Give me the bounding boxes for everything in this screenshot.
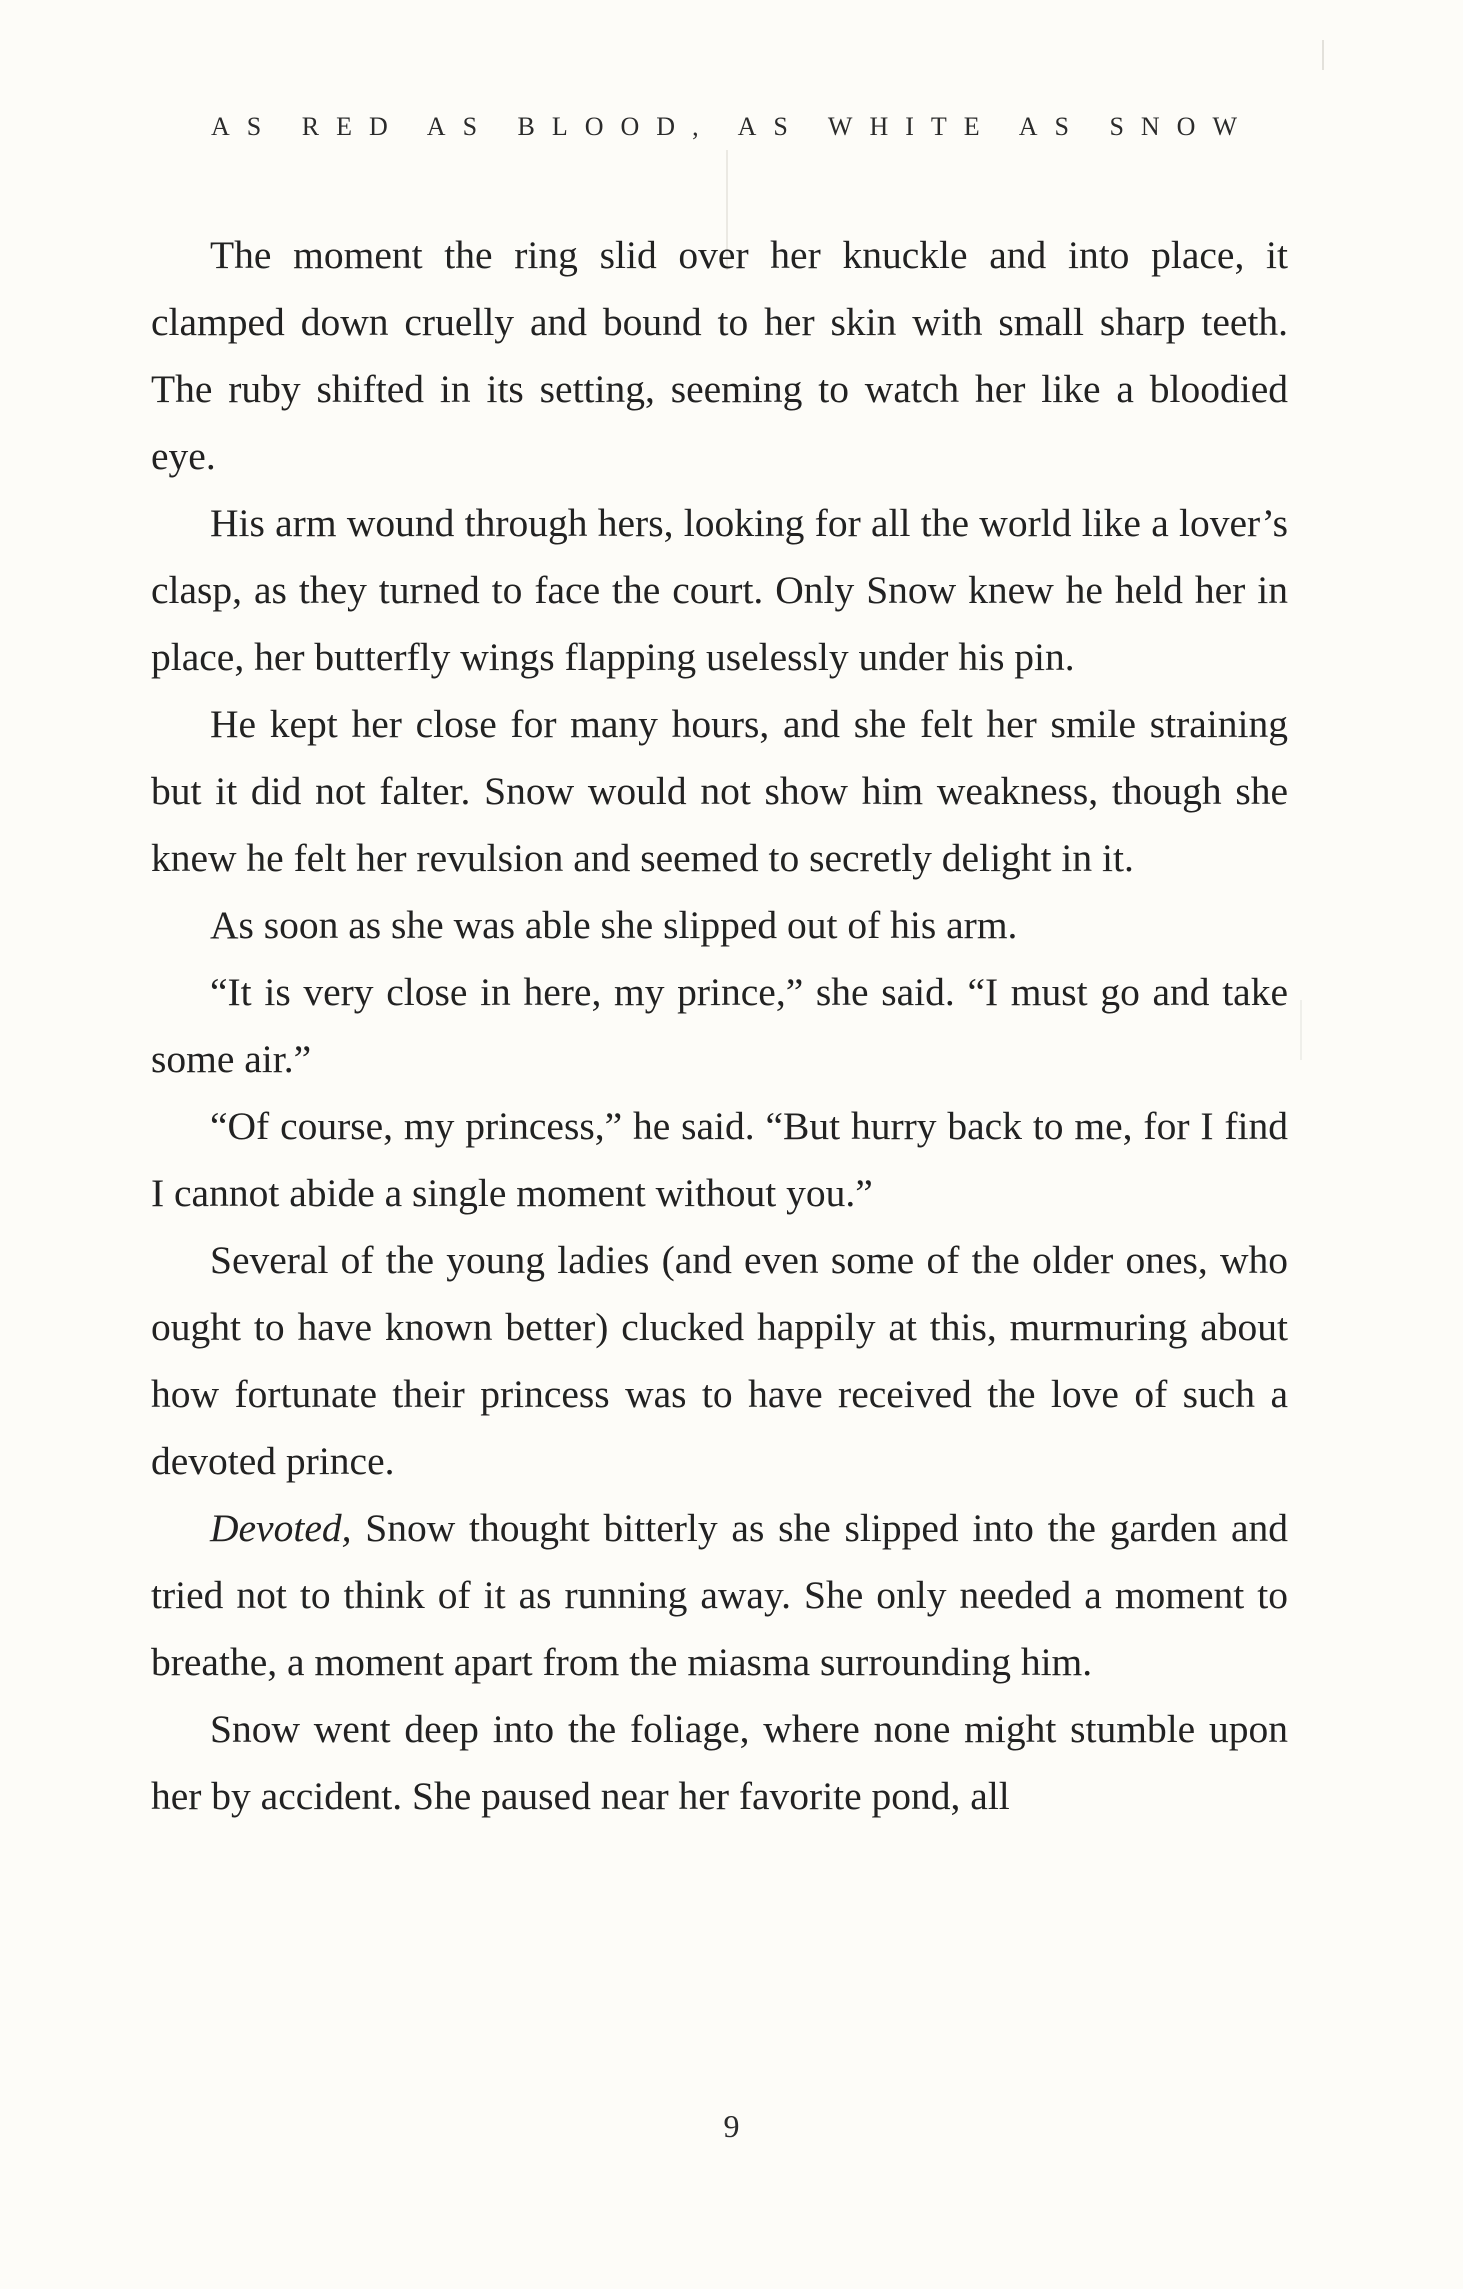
scan-fold-mark — [1300, 1000, 1302, 1060]
paragraph: Snow went deep into the foliage, where none might stumble upon her by accident. She paused near her favorite pond, all — [151, 1707, 1288, 1818]
body-text — [151, 222, 1288, 1830]
running-head: AS RED AS BLOOD, AS WHITE AS SNOW — [210, 112, 1254, 141]
paragraph: The moment the ring slid over her knuckle and into place, it clamped down cruelly and bound to her skin with small sharp teeth. The ruby shifted in its setting, seeming to watch her like a bloodied eye. — [151, 233, 1288, 478]
scan-fold-mark — [1322, 40, 1324, 70]
paragraph: His arm wound through hers, looking for all the world like a lover’s clasp, as they turned to face the court. Only Snow knew he held her in place, her butterfly wings flapping uselessly under his pin. — [151, 501, 1288, 679]
paragraph: “Of course, my princess,” he said. “But hurry back to me, for I find I cannot abide a single moment without you.” — [151, 1104, 1288, 1215]
paragraph-text: Snow thought bitterly as she slipped into the garden and tried not to think of it as running away. She only needed a moment to breathe, a moment apart from the miasma surrounding him. — [151, 1506, 1288, 1684]
paragraph: Several of the young ladies (and even some of the older ones, who ought to have known better) clucked happily at this, murmuring about how fortunate their princess was to have received the love of such a devoted prince. — [151, 1238, 1288, 1483]
paragraph — [151, 1495, 1288, 1696]
paragraph: As soon as she was able she slipped out of his arm. — [210, 903, 1018, 947]
paragraph: “It is very close in here, my prince,” she said. “I must go and take some air.” — [151, 970, 1288, 1081]
page-number: 9 — [723, 2108, 740, 2144]
italic-emphasis: Devoted, — [210, 1506, 352, 1550]
paragraph: He kept her close for many hours, and she felt her smile straining but it did not falter. Snow would not show him weakness, though she knew he felt her revulsion and seemed to secretly delight in it. — [151, 702, 1288, 880]
